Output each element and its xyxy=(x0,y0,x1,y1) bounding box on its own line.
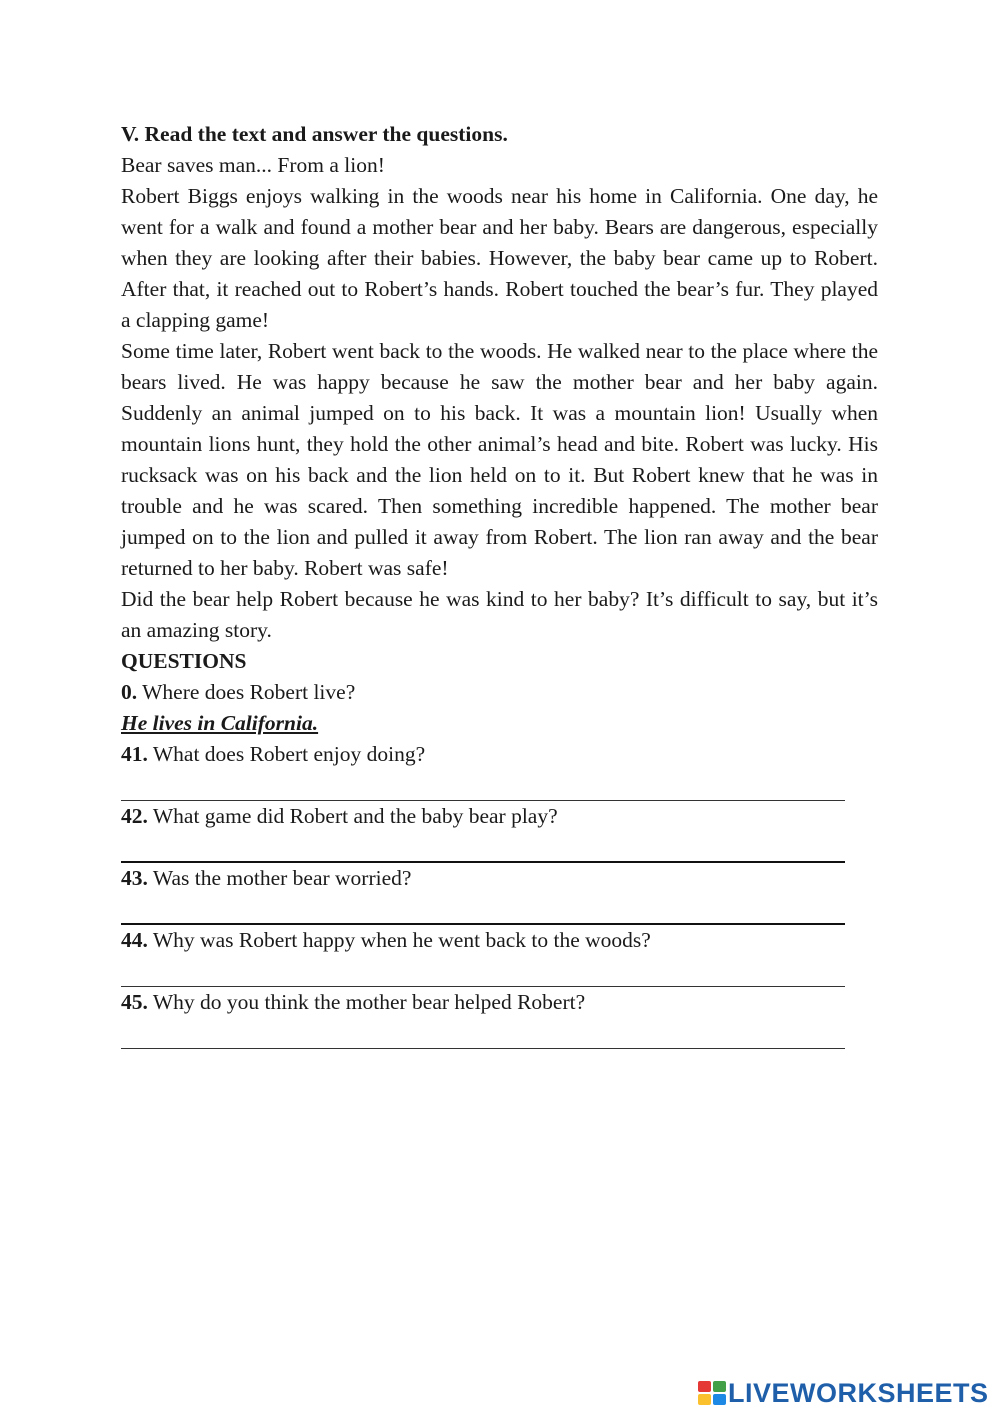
logo-square-red xyxy=(698,1381,711,1392)
question-44 xyxy=(121,925,878,956)
question-text: What does Robert enjoy doing? xyxy=(152,742,426,766)
liveworksheets-icon xyxy=(698,1381,726,1405)
story-paragraph-2: Some time later, Robert went back to the woods. He walked near to the place where the bears lived. He was happy because he saw the mother bear and her baby again. Suddenly an animal jumped on to his back. It was a mountain lion! Usually when mountain lions hunt, they hold the other animal’s head and bite. Robert was lucky. His rucksack was on his back and the lion held on to it. But Robert knew that he was in trouble and he was scared. Then something incredible happened. The mother bear jumped on to the lion and pulled it away from Robert. The lion ran away and the bear returned to her baby. Robert was safe! xyxy=(121,339,878,580)
section-heading: V. Read the text and answer the questions. xyxy=(121,122,508,146)
answer-input-43[interactable] xyxy=(121,894,845,925)
worksheet-page xyxy=(121,119,878,1049)
example-question xyxy=(121,677,878,708)
story-paragraph-1: Robert Biggs enjoys walking in the woods near his home in California. One day, he went for a walk and found a mother bear and her baby. Bears are dangerous, especially when they are looking after their babies. However, the baby bear came up to Robert. After that, it reached out to Robert’s hands. Robert touched the bear’s fur. They played a clapping game! xyxy=(121,184,878,332)
logo-square-blue xyxy=(713,1394,726,1405)
logo-square-green xyxy=(713,1381,726,1392)
question-number: 45. xyxy=(121,990,148,1014)
question-number: 43. xyxy=(121,866,148,890)
answer-input-41[interactable] xyxy=(121,770,845,801)
answer-input-42[interactable] xyxy=(121,832,845,863)
answer-input-44[interactable] xyxy=(121,956,845,987)
story-paragraph-3: Did the bear help Robert because he was kind to her baby? It’s difficult to say, but it’s an amazing story. xyxy=(121,587,878,642)
answer-input-45[interactable] xyxy=(121,1018,845,1049)
question-text: Why was Robert happy when he went back to the woods? xyxy=(152,928,651,952)
question-number: 0. xyxy=(121,680,138,704)
question-number: 41. xyxy=(121,742,148,766)
story-title: Bear saves man... From a lion! xyxy=(121,153,385,177)
question-text: Where does Robert live? xyxy=(142,680,356,704)
question-text: Why do you think the mother bear helped Robert? xyxy=(152,990,586,1014)
question-number: 42. xyxy=(121,804,148,828)
question-45 xyxy=(121,987,878,1018)
question-number: 44. xyxy=(121,928,148,952)
question-text: What game did Robert and the baby bear play? xyxy=(152,804,558,828)
logo-square-yellow xyxy=(698,1394,711,1405)
logo-text: LIVEWORKSHEETS xyxy=(728,1377,989,1408)
question-42 xyxy=(121,801,878,832)
question-text: Was the mother bear worried? xyxy=(152,866,412,890)
example-answer: He lives in California. xyxy=(121,711,319,735)
questions-heading: QUESTIONS xyxy=(121,649,247,673)
question-41 xyxy=(121,739,878,770)
question-43 xyxy=(121,863,878,894)
liveworksheets-logo xyxy=(698,1377,989,1408)
